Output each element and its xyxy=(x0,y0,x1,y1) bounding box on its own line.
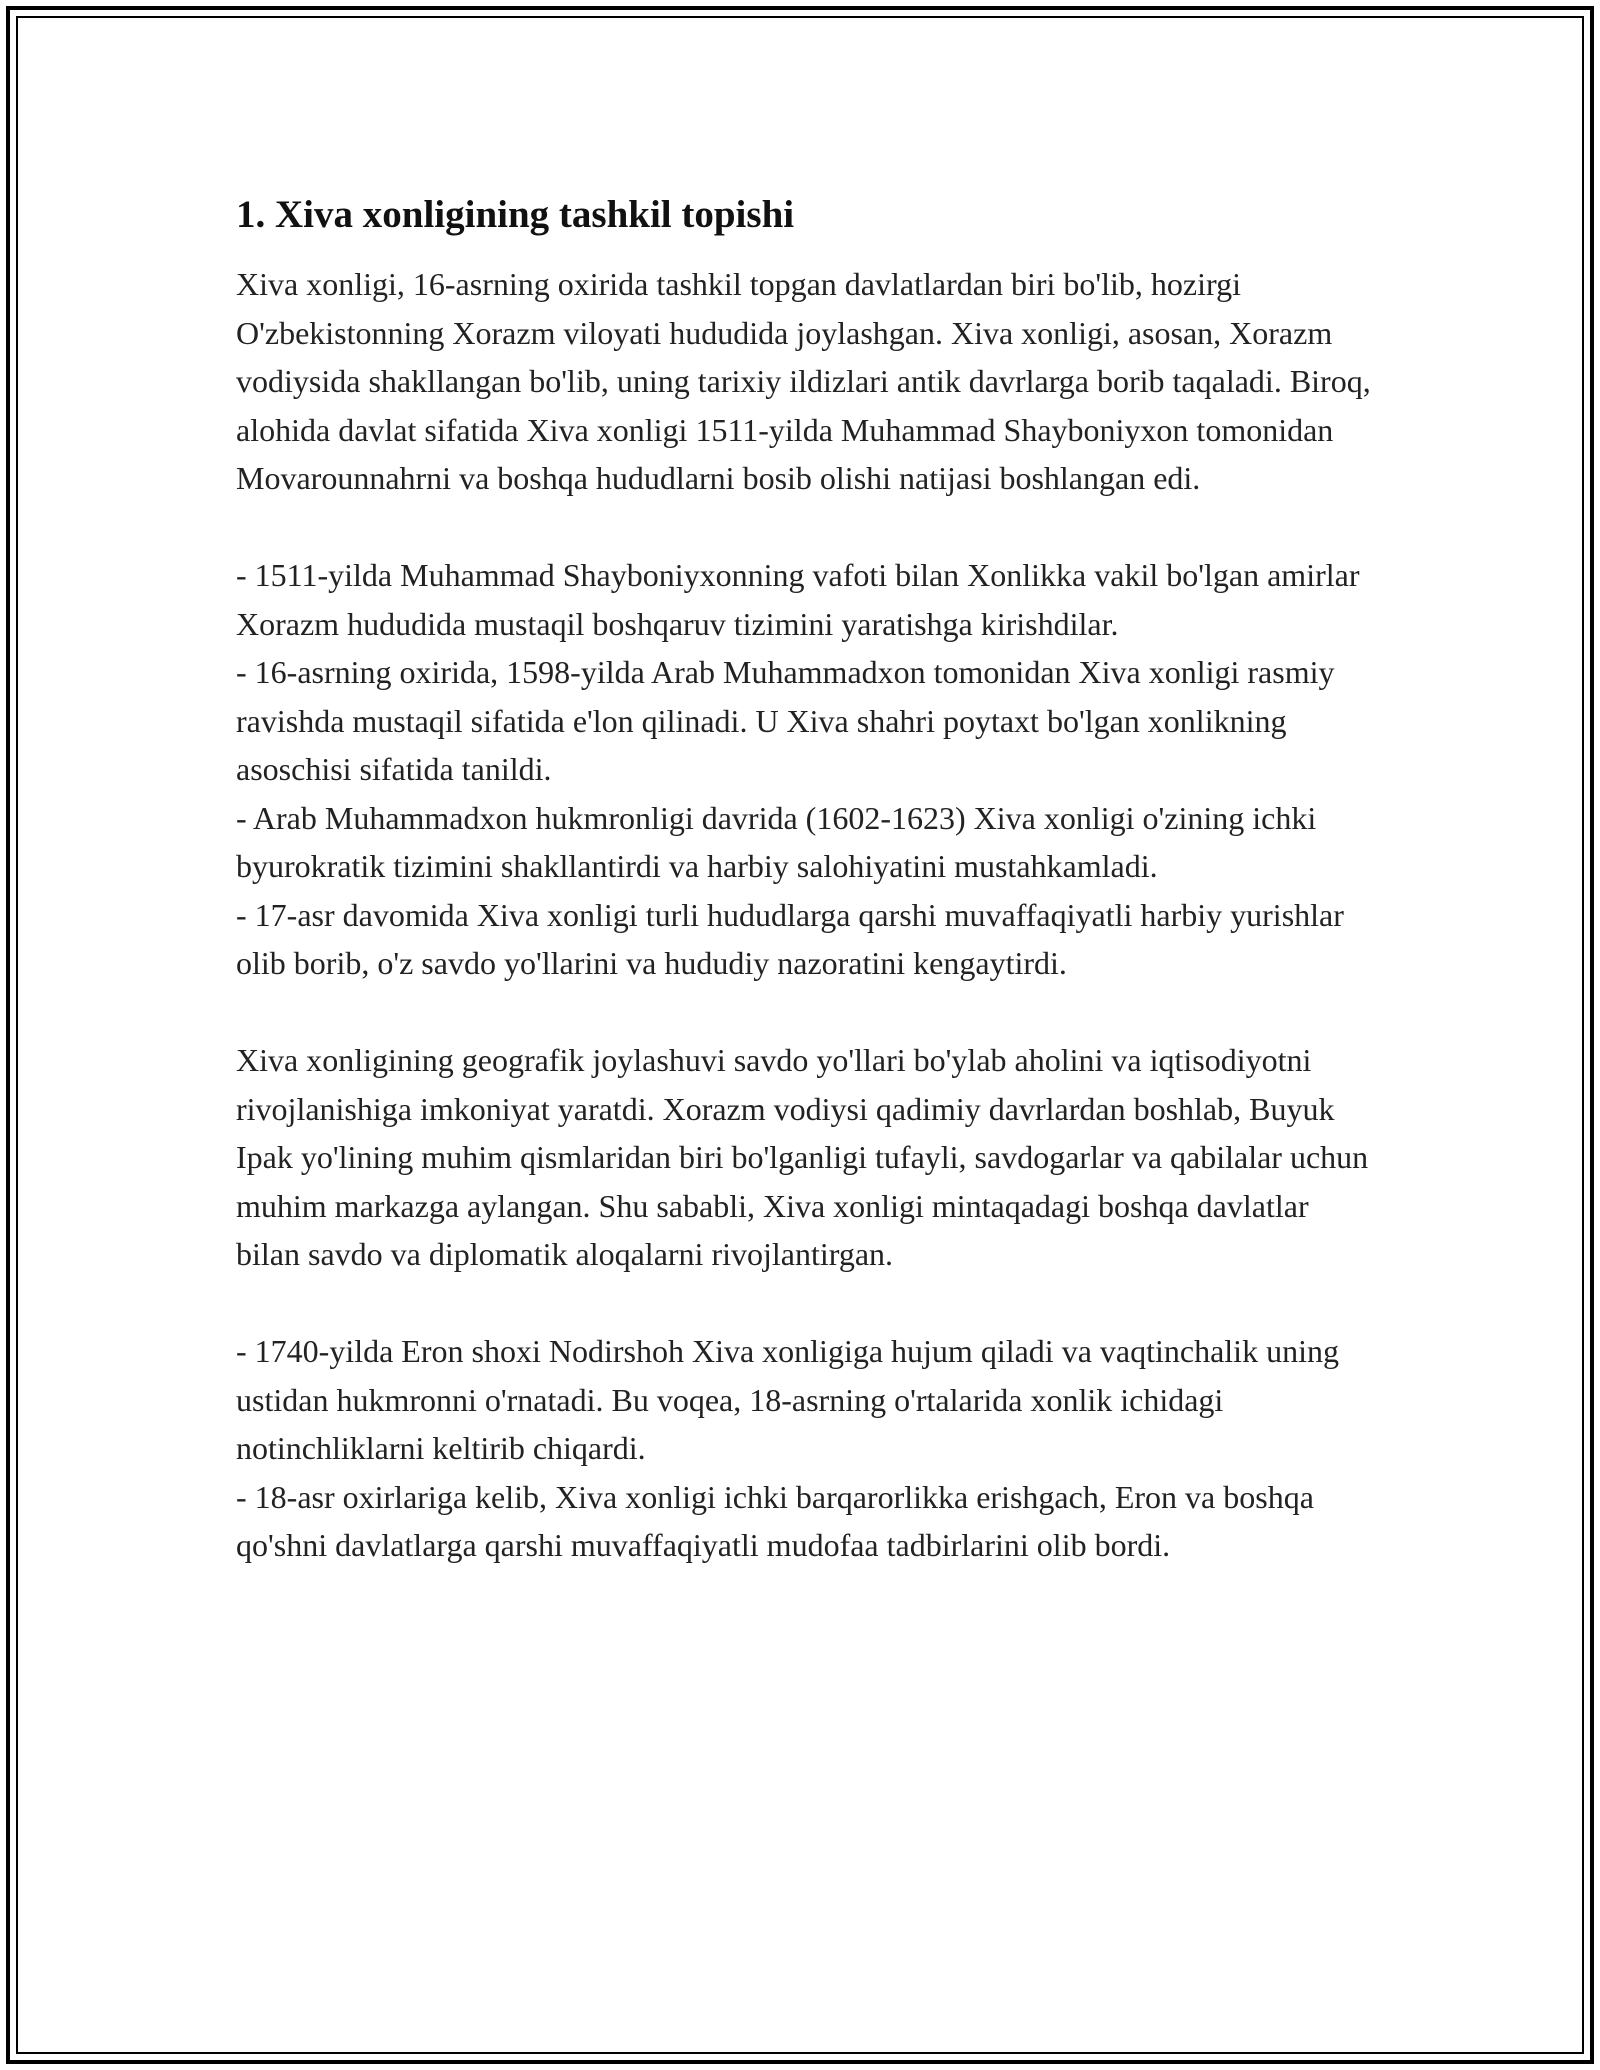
section-heading: 1. Xiva xonligining tashkil topishi xyxy=(236,193,795,236)
bullet-item: - 17-asr davomida Xiva xonligi turli hududlarga qarshi muvaffaqiyatli harbiy yurishlar olib borib, o'z savdo yo'llarini va hududiy nazoratini kengaytirdi. xyxy=(236,896,1344,981)
bullet-item: - 1740-yilda Eron shoxi Nodirshoh Xiva xonligiga hujum qiladi va vaqtinchalik uning ustidan hukmronni o'rnatadi. Bu voqea, 18-asrning o'rtalarida xonlik ichidagi notinchliklarni keltirib chiqardi. xyxy=(236,1333,1339,1466)
paragraph-geography: Xiva xonligining geografik joylashuvi savdo yo'llari bo'ylab aholini va iqtisodiyotni rivojlanishiga imkoniyat yaratdi. Xorazm vodiysi qadimiy davrlardan boshlab, Buyuk Ipak yo'lining muhim qismlaridan biri bo'lganligi tufayli, savdogarlar va qabilalar uchun muhim markazga aylangan. Shu sababli, Xiva xonligi mintaqadagi boshqa davlatlar bilan savdo va diplomatik aloqalarni rivojlantirgan. xyxy=(236,1042,1369,1272)
bullet-item: - Arab Muhammadxon hukmronligi davrida (1602-1623) Xiva xonligi o'zining ichki byurokratik tizimini shakllantirdi va harbiy salohiyatini mustahkamladi. xyxy=(236,799,1317,884)
bullet-item: - 18-asr oxirlariga kelib, Xiva xonligi ichki barqarorlikka erishgach, Eron va boshqa qo'shni davlatlarga qarshi muvaffaqiyatli mudofaa tadbirlarini olib bordi. xyxy=(236,1478,1314,1563)
bullet-item: - 16-asrning oxirida, 1598-yilda Arab Muhammadxon tomonidan Xiva xonligi rasmiy ravishda mustaqil sifatida e'lon qilinadi. U Xiva shahri poytaxt bo'lgan xonlikning asoschisi sifatida tanildi. xyxy=(236,654,1335,787)
bullet-item: - 1511-yilda Muhammad Shayboniyxonning vafoti bilan Xonlikka vakil bo'lgan amirlar Xorazm hududida mustaqil boshqaruv tizimini yaratishga kirishdilar. xyxy=(236,557,1360,642)
paragraph-intro: Xiva xonligi, 16-asrning oxirida tashkil topgan davlatlardan biri bo'lib, hozirgi O'zbekistonning Xorazm viloyati hududida joylashgan. Xiva xonligi, asosan, Xorazm vodiysida shakllangan bo'lib, uning tarixiy ildizlari antik davrlarga borib taqaladi. Biroq, alohida davlat sifatida Xiva xonligi 1511-yilda Muhammad Shayboniyxon tomonidan Movarounnahrni va boshqa hududlarni bosib olishi natijasi boshlangan edi. xyxy=(236,266,1371,496)
paragraph-gap xyxy=(236,503,1376,552)
document-body xyxy=(236,190,1376,1570)
paragraph-gap xyxy=(236,1279,1376,1328)
paragraph-gap xyxy=(236,988,1376,1037)
